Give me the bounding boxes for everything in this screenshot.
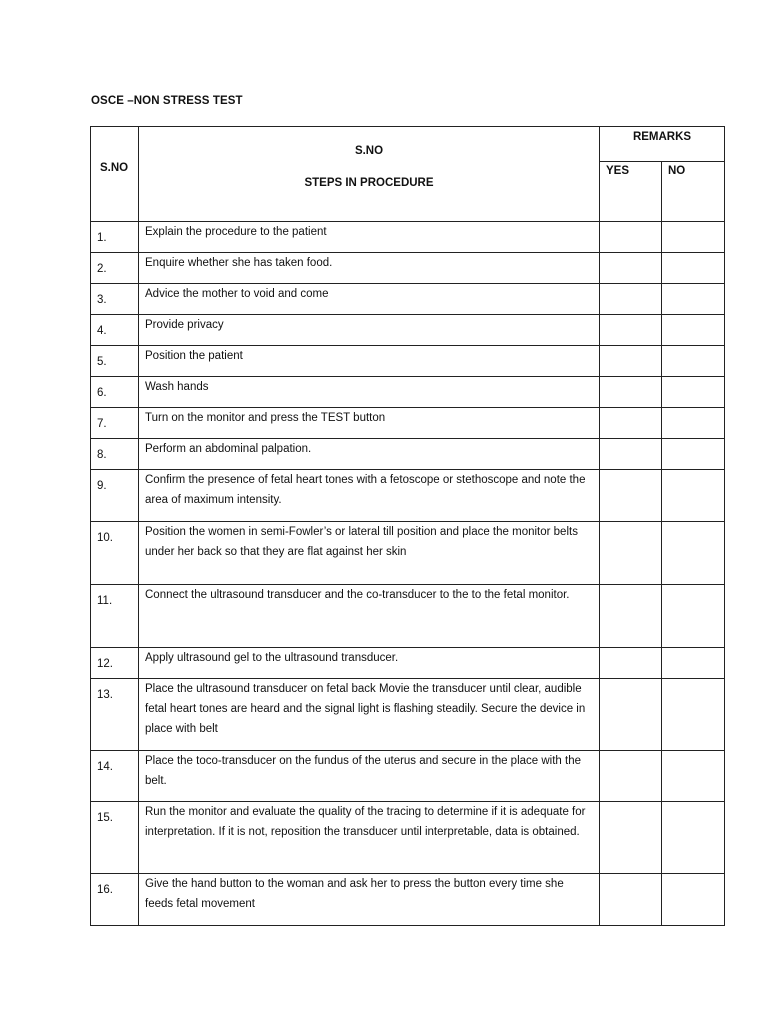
yes-checkbox-cell[interactable] bbox=[600, 253, 662, 284]
no-checkbox-cell[interactable] bbox=[662, 253, 725, 284]
step-number: 1. bbox=[91, 222, 139, 253]
table-row bbox=[91, 346, 725, 377]
yes-checkbox-cell[interactable] bbox=[600, 679, 662, 751]
header-steps-cell bbox=[139, 127, 600, 222]
table-row bbox=[91, 648, 725, 679]
table-row bbox=[91, 679, 725, 751]
yes-checkbox-cell[interactable] bbox=[600, 648, 662, 679]
table-row bbox=[91, 802, 725, 874]
step-number: 14. bbox=[91, 751, 139, 802]
no-checkbox-cell[interactable] bbox=[662, 408, 725, 439]
yes-checkbox-cell[interactable] bbox=[600, 751, 662, 802]
step-description: Place the toco-transducer on the fundus of the uterus and secure in the place with the belt. bbox=[139, 751, 600, 802]
table-row bbox=[91, 408, 725, 439]
no-checkbox-cell[interactable] bbox=[662, 522, 725, 585]
yes-checkbox-cell[interactable] bbox=[600, 408, 662, 439]
yes-checkbox-cell[interactable] bbox=[600, 377, 662, 408]
header-sno-inner: S.NO bbox=[354, 145, 384, 157]
step-description: Apply ultrasound gel to the ultrasound transducer. bbox=[139, 648, 600, 679]
checklist-body bbox=[91, 222, 725, 926]
table-row bbox=[91, 222, 725, 253]
step-description: Give the hand button to the woman and ask her to press the button every time she feeds fetal movement bbox=[139, 874, 600, 926]
step-number: 10. bbox=[91, 522, 139, 585]
no-checkbox-cell[interactable] bbox=[662, 222, 725, 253]
header-yes: YES bbox=[600, 162, 662, 222]
step-description: Connect the ultrasound transducer and the co-transducer to the to the fetal monitor. bbox=[139, 585, 600, 648]
step-number: 5. bbox=[91, 346, 139, 377]
procedure-checklist-table bbox=[90, 126, 725, 926]
step-description: Enquire whether she has taken food. bbox=[139, 253, 600, 284]
no-checkbox-cell[interactable] bbox=[662, 874, 725, 926]
step-description: Provide privacy bbox=[139, 315, 600, 346]
step-description: Advice the mother to void and come bbox=[139, 284, 600, 315]
step-number: 6. bbox=[91, 377, 139, 408]
header-steps-in-procedure: STEPS IN PROCEDURE bbox=[304, 177, 434, 189]
table-row bbox=[91, 470, 725, 522]
step-description: Place the ultrasound transducer on fetal back Movie the transducer until clear, audible fetal heart tones are heard and the signal light is flashing steadily. Secure the device in place with belt bbox=[139, 679, 600, 751]
yes-checkbox-cell[interactable] bbox=[600, 346, 662, 377]
yes-checkbox-cell[interactable] bbox=[600, 585, 662, 648]
header-sno: S.NO bbox=[91, 127, 139, 222]
step-number: 2. bbox=[91, 253, 139, 284]
step-number: 15. bbox=[91, 802, 139, 874]
table-row bbox=[91, 439, 725, 470]
step-description: Explain the procedure to the patient bbox=[139, 222, 600, 253]
step-description: Perform an abdominal palpation. bbox=[139, 439, 600, 470]
no-checkbox-cell[interactable] bbox=[662, 679, 725, 751]
no-checkbox-cell[interactable] bbox=[662, 439, 725, 470]
no-checkbox-cell[interactable] bbox=[662, 751, 725, 802]
yes-checkbox-cell[interactable] bbox=[600, 284, 662, 315]
table-row bbox=[91, 315, 725, 346]
yes-checkbox-cell[interactable] bbox=[600, 802, 662, 874]
step-number: 3. bbox=[91, 284, 139, 315]
no-checkbox-cell[interactable] bbox=[662, 284, 725, 315]
step-number: 11. bbox=[91, 585, 139, 648]
no-checkbox-cell[interactable] bbox=[662, 377, 725, 408]
document-title: OSCE –NON STRESS TEST bbox=[91, 95, 243, 107]
table-row bbox=[91, 284, 725, 315]
step-description: Position the patient bbox=[139, 346, 600, 377]
yes-checkbox-cell[interactable] bbox=[600, 439, 662, 470]
table-row bbox=[91, 585, 725, 648]
step-number: 16. bbox=[91, 874, 139, 926]
yes-checkbox-cell[interactable] bbox=[600, 874, 662, 926]
no-checkbox-cell[interactable] bbox=[662, 315, 725, 346]
step-number: 13. bbox=[91, 679, 139, 751]
table-row bbox=[91, 377, 725, 408]
yes-checkbox-cell[interactable] bbox=[600, 315, 662, 346]
step-description: Confirm the presence of fetal heart tones with a fetoscope or stethoscope and note the area of maximum intensity. bbox=[139, 470, 600, 522]
step-number: 4. bbox=[91, 315, 139, 346]
header-remarks: REMARKS bbox=[600, 127, 725, 162]
step-number: 8. bbox=[91, 439, 139, 470]
yes-checkbox-cell[interactable] bbox=[600, 222, 662, 253]
step-description: Wash hands bbox=[139, 377, 600, 408]
yes-checkbox-cell[interactable] bbox=[600, 522, 662, 585]
header-no: NO bbox=[662, 162, 725, 222]
step-description: Run the monitor and evaluate the quality of the tracing to determine if it is adequate for interpretation. If it is not, reposition the transducer until interpretable, data is obtained. bbox=[139, 802, 600, 874]
yes-checkbox-cell[interactable] bbox=[600, 470, 662, 522]
step-number: 9. bbox=[91, 470, 139, 522]
no-checkbox-cell[interactable] bbox=[662, 470, 725, 522]
step-description: Position the women in semi-Fowler’s or lateral till position and place the monitor belts under her back so that they are flat against her skin bbox=[139, 522, 600, 585]
table-row bbox=[91, 751, 725, 802]
step-description: Turn on the monitor and press the TEST button bbox=[139, 408, 600, 439]
step-number: 7. bbox=[91, 408, 139, 439]
table-row bbox=[91, 874, 725, 926]
no-checkbox-cell[interactable] bbox=[662, 346, 725, 377]
no-checkbox-cell[interactable] bbox=[662, 585, 725, 648]
no-checkbox-cell[interactable] bbox=[662, 648, 725, 679]
step-number: 12. bbox=[91, 648, 139, 679]
header-row-top bbox=[91, 127, 725, 162]
table-row bbox=[91, 522, 725, 585]
table-row bbox=[91, 253, 725, 284]
no-checkbox-cell[interactable] bbox=[662, 802, 725, 874]
